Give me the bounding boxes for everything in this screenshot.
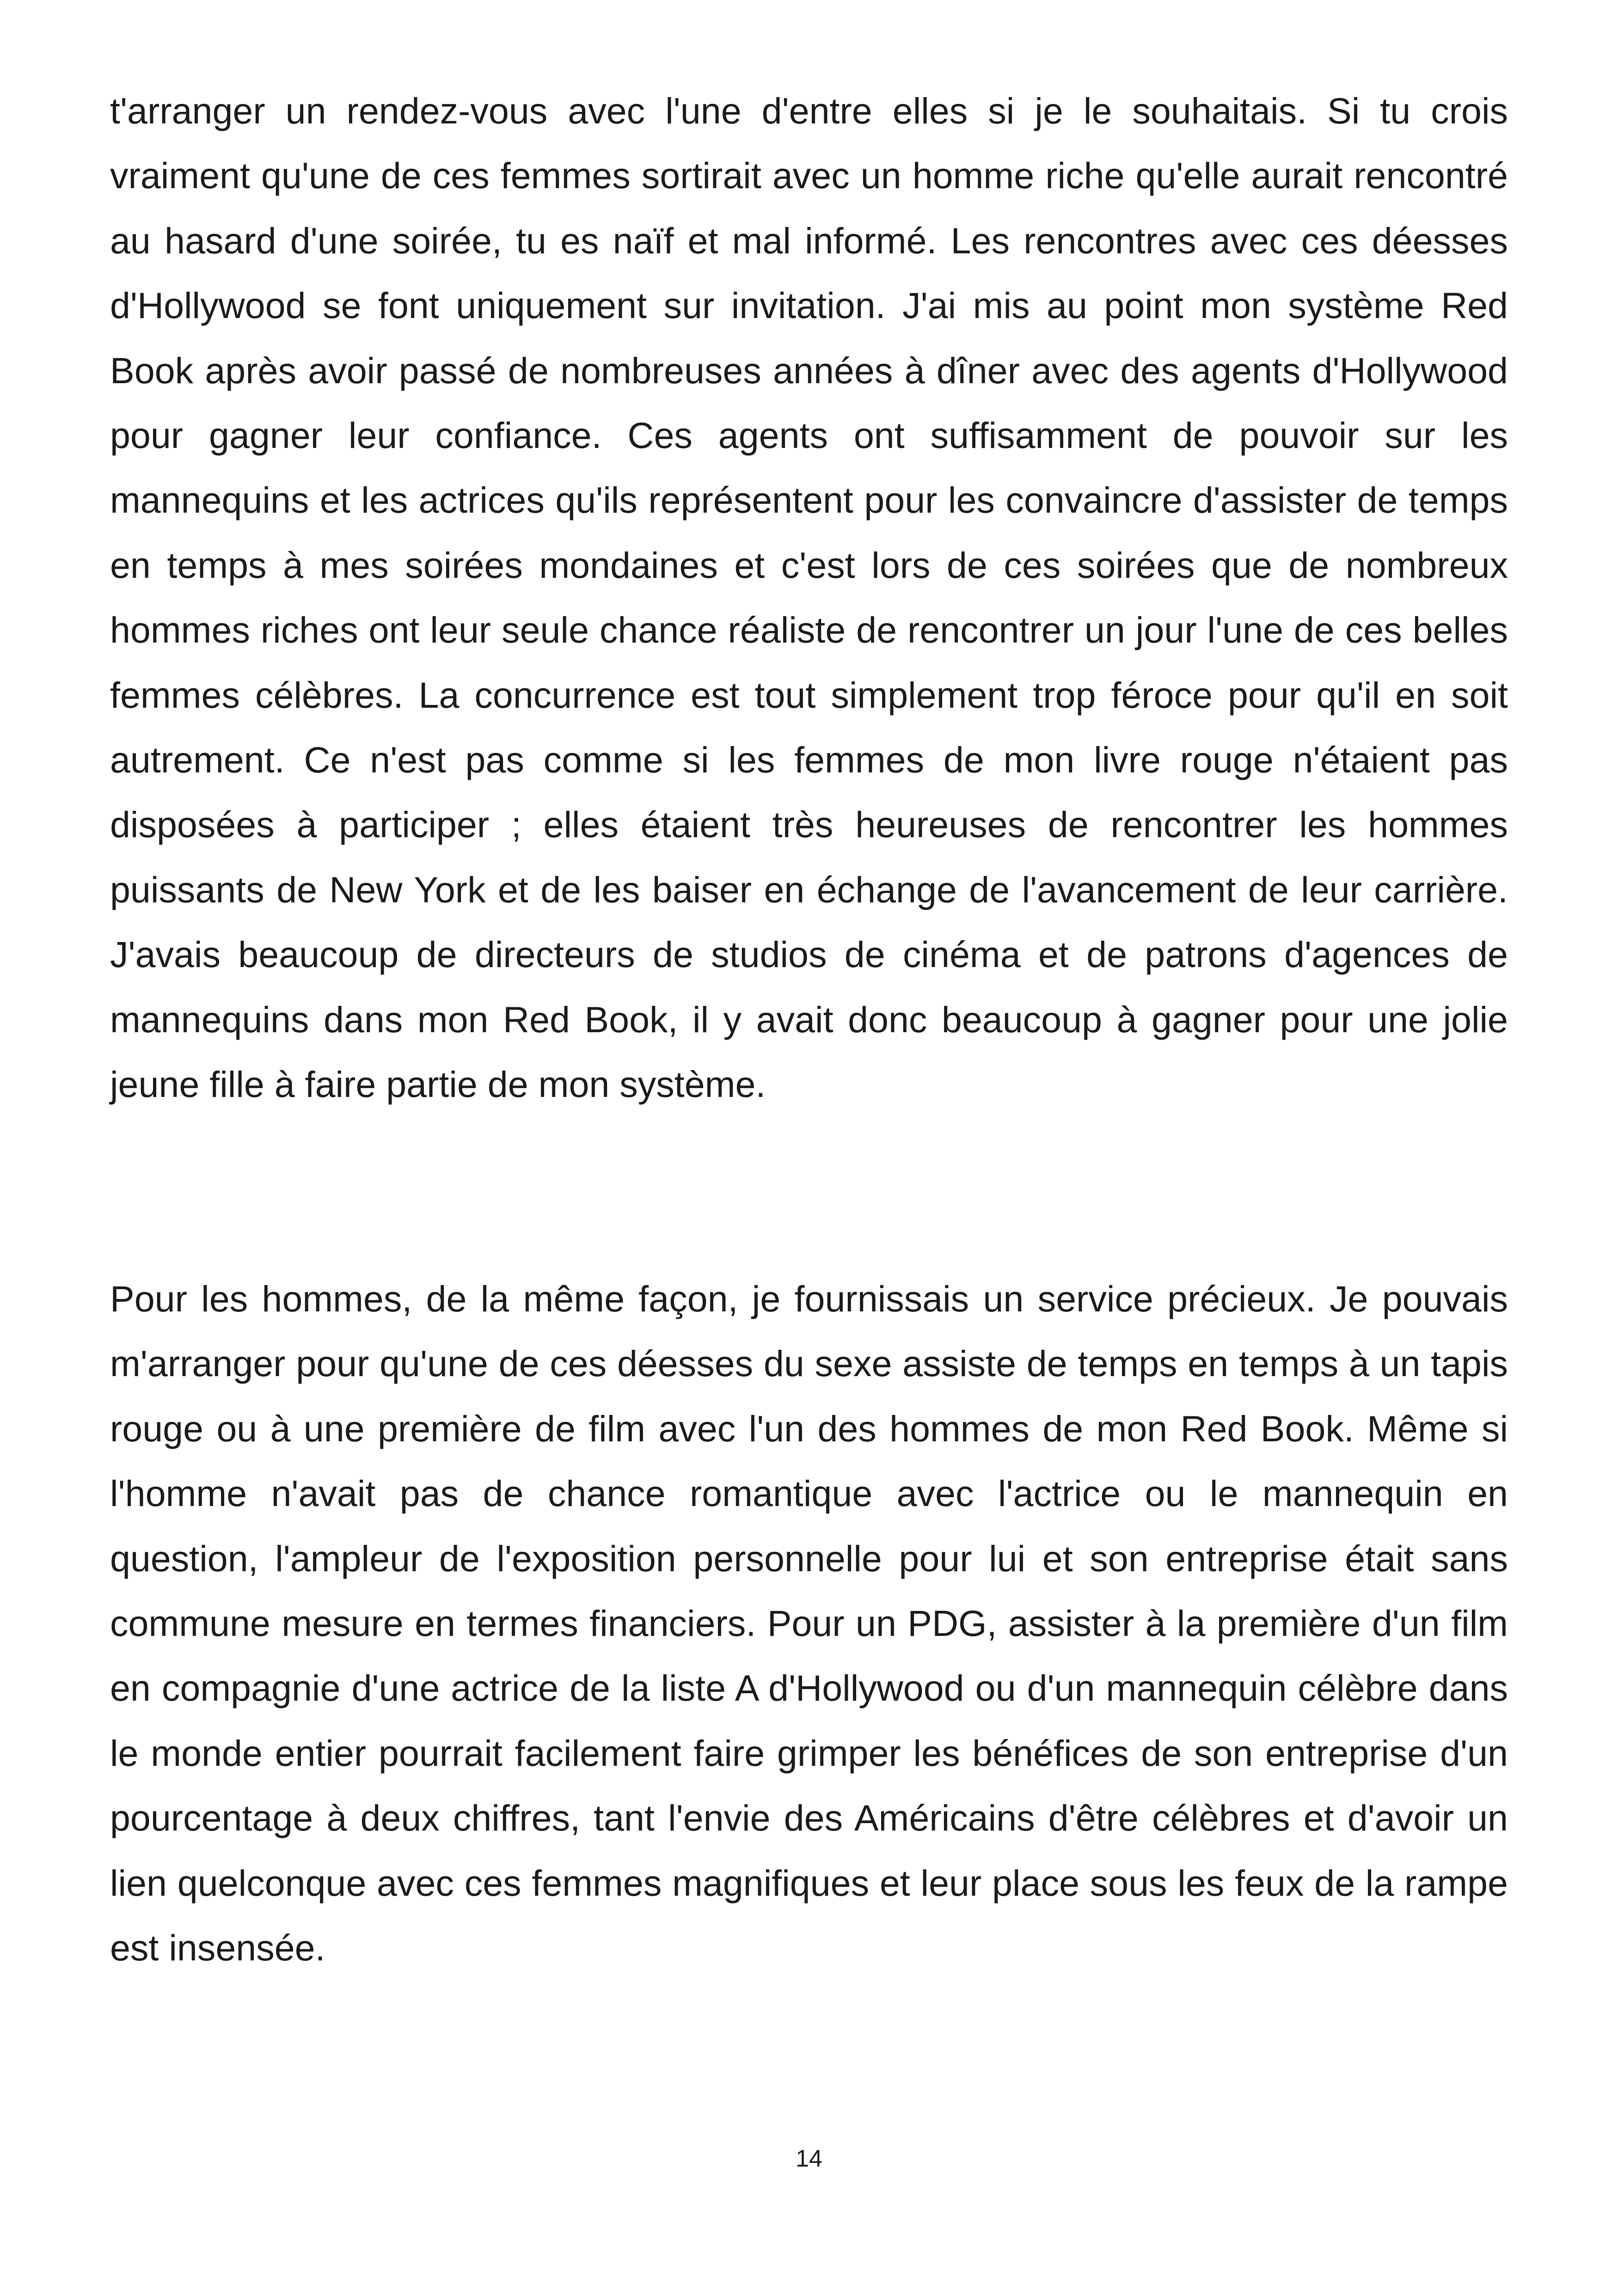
body-paragraph-2: Pour les hommes, de la même façon, je fournissais un service précieux. Je pouvais m'arranger pour qu'une de ces déesses du sexe assiste de temps en temps à un tapis rouge ou à une première de film avec l'un des hommes de mon Red Book. Même si l'homme n'avait pas de chance romantique avec l'actrice ou le mannequin en question, l'ampleur de l'exposition personnelle pour lui et son entreprise était sans commune mesure en termes financiers. Pour un PDG, assister à la première d'un film en compagnie d'une actrice de la liste A d'Hollywood ou d'un mannequin célèbre dans le monde entier pourrait facilement faire grimper les bénéfices de son entreprise d'un pourcentage à deux chiffres, tant l'envie des Américains d'être célèbres et d'avoir un lien quelconque avec ces femmes magnifiques et leur place sous les feux de la rampe est insensée. [110,1278,1508,1969]
body-paragraph-1: t'arranger un rendez-vous avec l'une d'entre elles si je le souhaitais. Si tu crois vraiment qu'une de ces femmes sortirait avec un homme riche qu'elle aurait rencontré au hasard d'une soirée, tu es naïf et mal informé. Les rencontres avec ces déesses d'Hollywood se font uniquement sur invitation. J'ai mis au point mon système Red Book après avoir passé de nombreuses années à dîner avec des agents d'Hollywood pour gagner leur confiance. Ces agents ont suffisamment de pouvoir sur les mannequins et les actrices qu'ils représentent pour les convaincre d'assister de temps en temps à mes soirées mondaines et c'est lors de ces soirées que de nombreux hommes riches ont leur seule chance réaliste de rencontrer un jour l'une de ces belles femmes célèbres. La concurrence est tout simplement trop féroce pour qu'il en soit autrement. Ce n'est pas comme si les femmes de mon livre rouge n'étaient pas disposées à participer ; elles étaient très heureuses de rencontrer les hommes puissants de New York et de les baiser en échange de l'avancement de leur carrière. J'avais beaucoup de directeurs de studios de cinéma et de patrons d'agences de mannequins dans mon Red Book, il y avait donc beaucoup à gagner pour une jolie jeune fille à faire partie de mon système. [110,90,1508,1105]
page-number: 14 [796,2145,822,2172]
